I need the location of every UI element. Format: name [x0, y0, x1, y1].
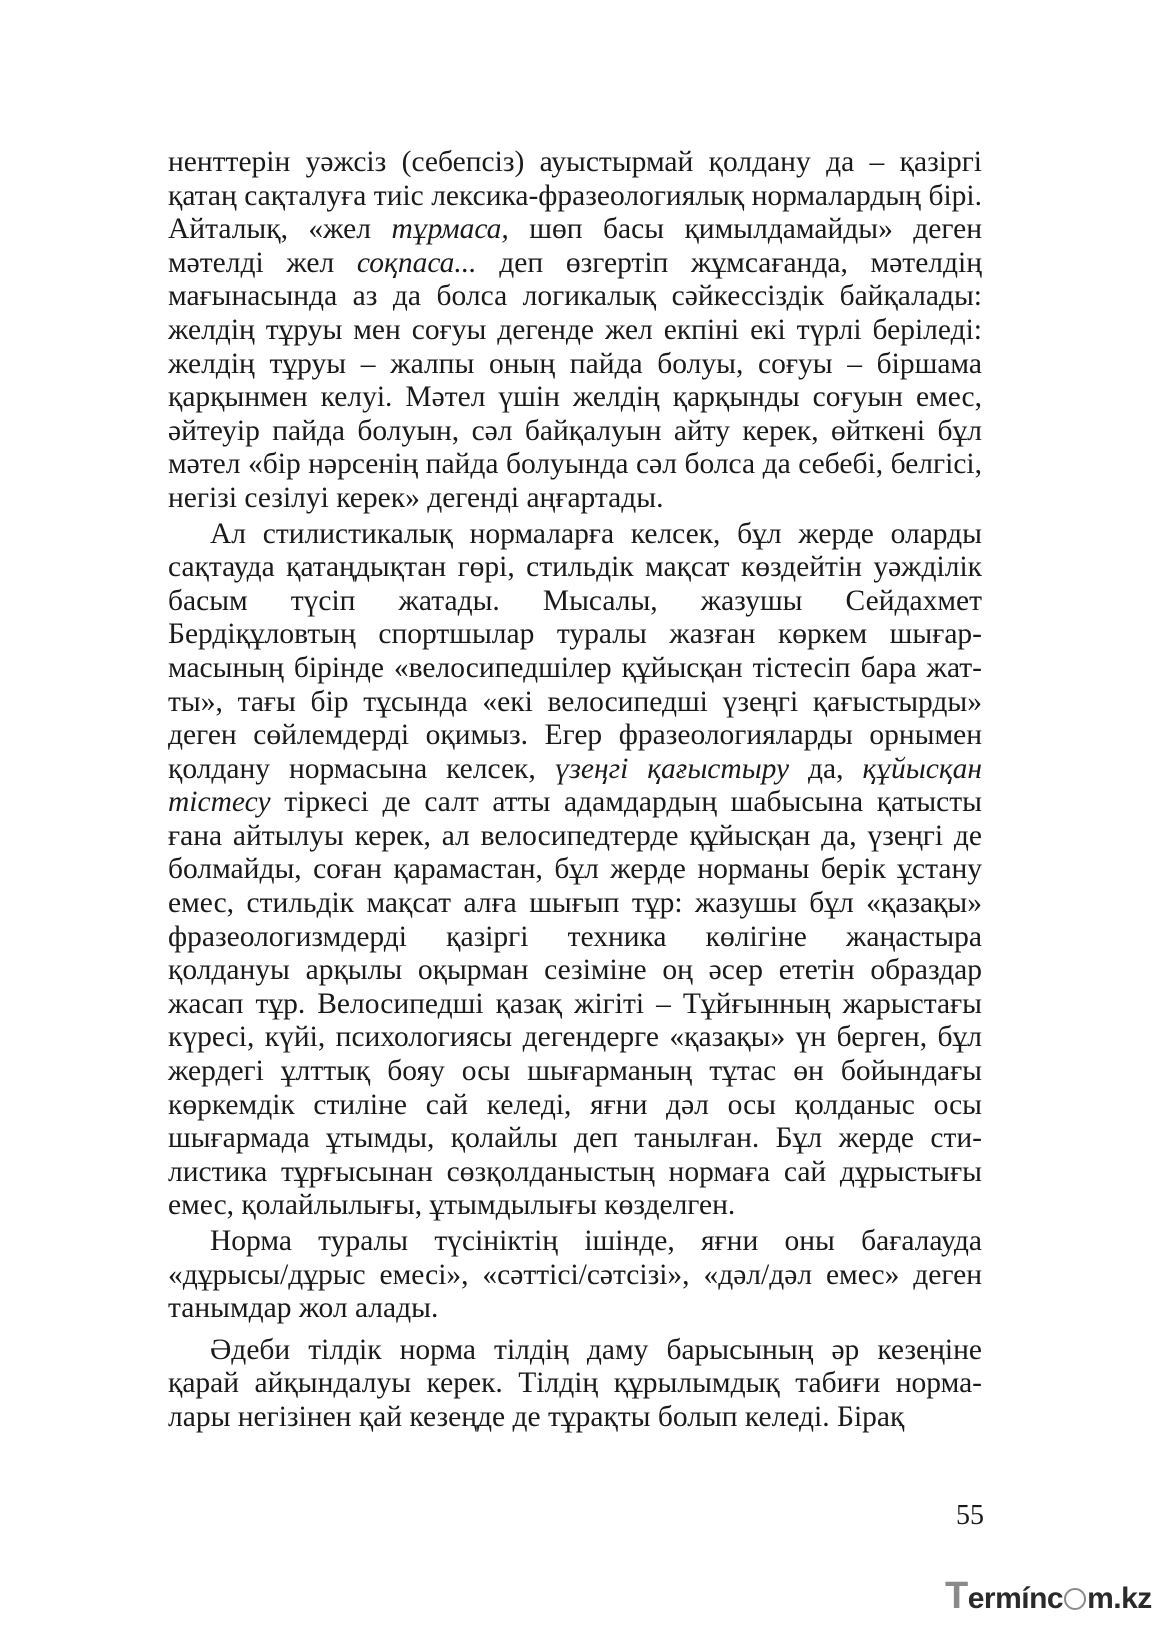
search-lens-icon [1064, 1588, 1086, 1610]
watermark-logo [945, 1575, 1150, 1619]
text-run: ненттерін уәжсіз (себепсіз) ауыстырмай қолдану да – қазіргі қатаң сақталуға тиіс лексика-фразеологиялық нормалардың бірі. Айталық, «жел [168, 146, 982, 246]
page-number: 55 [956, 1500, 984, 1531]
watermark-part-2: m.kz [1087, 1582, 1152, 1615]
italic-text: соқпаса... [356, 246, 477, 279]
text-run: да, [789, 752, 863, 785]
text-run: Норма туралы түсініктің ішінде, яғни оны бағалауда «дұрысы/дұрыс емесі», «сәттісі/сәтсізі», «дәл/дәл емес» деген танымдар жол алады. [168, 1225, 982, 1325]
text-run: Ал стилистикалық нормаларға келсек, бұл жерде оларды сақтауда қатаңдықтан гөрі, стильдік мақсат көздейтін уәжділік басым түсіп жатады. Мысалы, жазушы Сейдахмет Бердіқұловтың спортшылар туралы жазған көркем шығармасының бірінде «велосипедшілер құйысқан тістесіп бара жатты», тағы бір тұсында «екі велосипедші үзеңгі қағыстырды» деген сөйлемдерді оқимыз. Егер фразеологияларды орнымен қолдану нормасына келсек, [168, 517, 982, 785]
text-run: тіркесі де салт атты адамдардың шабысына қатысты ғана айтылуы керек, ал велосипедтерде құйысқан да, үзеңгі де болмайды, соған қарамастан, бұл жерде норманы берік ұстану емес, стильдік мақсат алға шығып тұр: жазушы бұл «қазақы» фразеологизмдерді қазіргі техника көлігіне жаңастыра қолдануы арқылы оқырман сезіміне оң әсер ететін образдар жасап тұр. Велосипедші қазақ жігіті – Тұйғынның жарыстағы күресі, күйі, психологиясы дегендерге «қазақы» үн берген, бұл жердегі ұлттық бояу осы шығарманың тұтас өн бойындағы көркемдік стиліне сай келеді, яғни дәл осы қолданыс осы шығармада ұтымды, қолайлы деп танылған. Бұл жерде стилистика тұрғысынан сөзқолданыстың нормаға сай дұрыстығы емес, қолайлылығы, ұтымдылығы көзделген. [168, 786, 982, 1222]
text-run: Әдеби тілдік норма тілдің даму барысының әр кезеңіне қарай айқындалуы керек. Тілдің құрылымдық табиғи нормалары негізінен қай кезеңде де тұрақты болып келеді. Бірақ [168, 1333, 982, 1433]
text-run: деп өзгертіп жұмсағанда, мәтелдің мағынасында аз да болса логикалық сәйкессіздік байқалады: желдің тұруы мен соғуы дегенде жел екпіні екі түрлі беріледі: желдің тұруы – жалпы оның пайда болуы, соғуы – біршама қарқынмен келуі. Мәтел үшін желдің қарқынды соғуын емес, әйтеуір пайда болуын, сәл байқалуын айту керек, өйткені бұл мәтел «бір нәрсенің пайда болуында сәл болса да себебі, белгісі, негізі сезілуі керек» дегенді аңғартады. [168, 246, 982, 514]
paragraph-3 [168, 1225, 982, 1326]
italic-text: үзеңгі қағыстыру [554, 752, 790, 785]
italic-text: құйысқан тістесу [168, 752, 983, 819]
paragraph-2 [168, 518, 982, 1223]
watermark-part-1: ermínc [967, 1582, 1064, 1615]
paragraph-4 [168, 1334, 982, 1435]
italic-text: тұрмаса, [391, 213, 509, 246]
watermark-t: T [945, 1575, 968, 1617]
paragraph-1 [168, 146, 982, 516]
page-body [168, 146, 982, 1435]
text-run: шөп басы қимылдамайды» деген мәтелді жел [168, 213, 982, 279]
